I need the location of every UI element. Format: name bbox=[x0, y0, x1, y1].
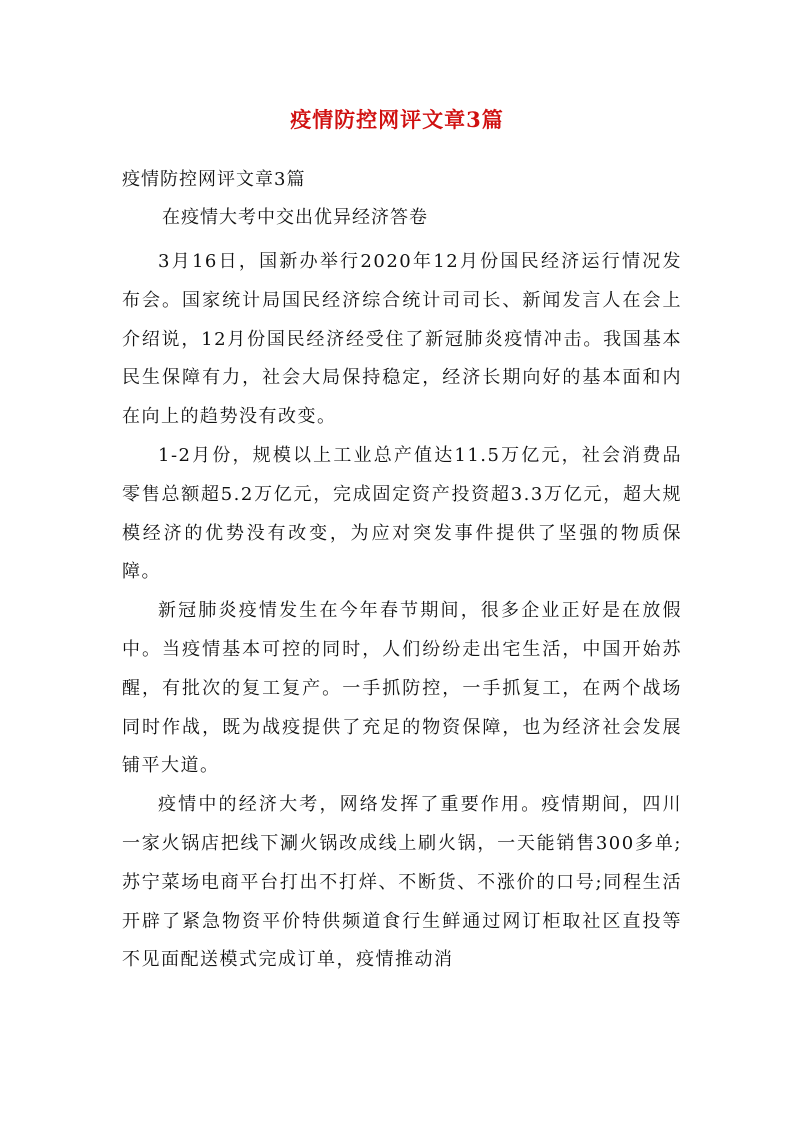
section-heading: 在疫情大考中交出优异经济答卷 bbox=[162, 207, 428, 228]
body-text bbox=[122, 243, 682, 980]
paragraph: 3月16日，国新办举行2020年12月份国民经济运行情况发布会。国家统计局国民经济综合统计司司长、新闻发言人在会上介绍说，12月份国民经济经受住了新冠肺炎疫情冲击。我国基本民生保障有力，社会大局保持稳定，经济长期向好的基本面和内在向上的趋势没有改变。 bbox=[122, 251, 682, 428]
paragraph: 1-2月份，规模以上工业总产值达11.5万亿元，社会消费品零售总额超5.2万亿元，完成固定资产投资超3.3万亿元，超大规模经济的优势没有改变，为应对突发事件提供了坚强的物质保障。 bbox=[122, 444, 682, 583]
document-title: 疫情防控网评文章3篇 bbox=[290, 107, 504, 132]
paragraph: 疫情中的经济大考，网络发挥了重要作用。疫情期间，四川一家火锅店把线下涮火锅改成线上刷火锅，一天能销售300多单;苏宁菜场电商平台打出不打烊、不断货、不涨价的口号;同程生活开辟了紧急物资平价特供频道食行生鲜通过网订柜取社区直投等不见面配送模式完成订单，疫情推动消 bbox=[122, 794, 682, 971]
document-subtitle: 疫情防控网评文章3篇 bbox=[122, 169, 306, 190]
paragraph: 新冠肺炎疫情发生在今年春节期间，很多企业正好是在放假中。当疫情基本可控的同时，人们纷纷走出宅生活，中国开始苏醒，有批次的复工复产。一手抓防控，一手抓复工，在两个战场同时作战，既为战疫提供了充足的物资保障，也为经济社会发展铺平大道。 bbox=[122, 600, 682, 777]
